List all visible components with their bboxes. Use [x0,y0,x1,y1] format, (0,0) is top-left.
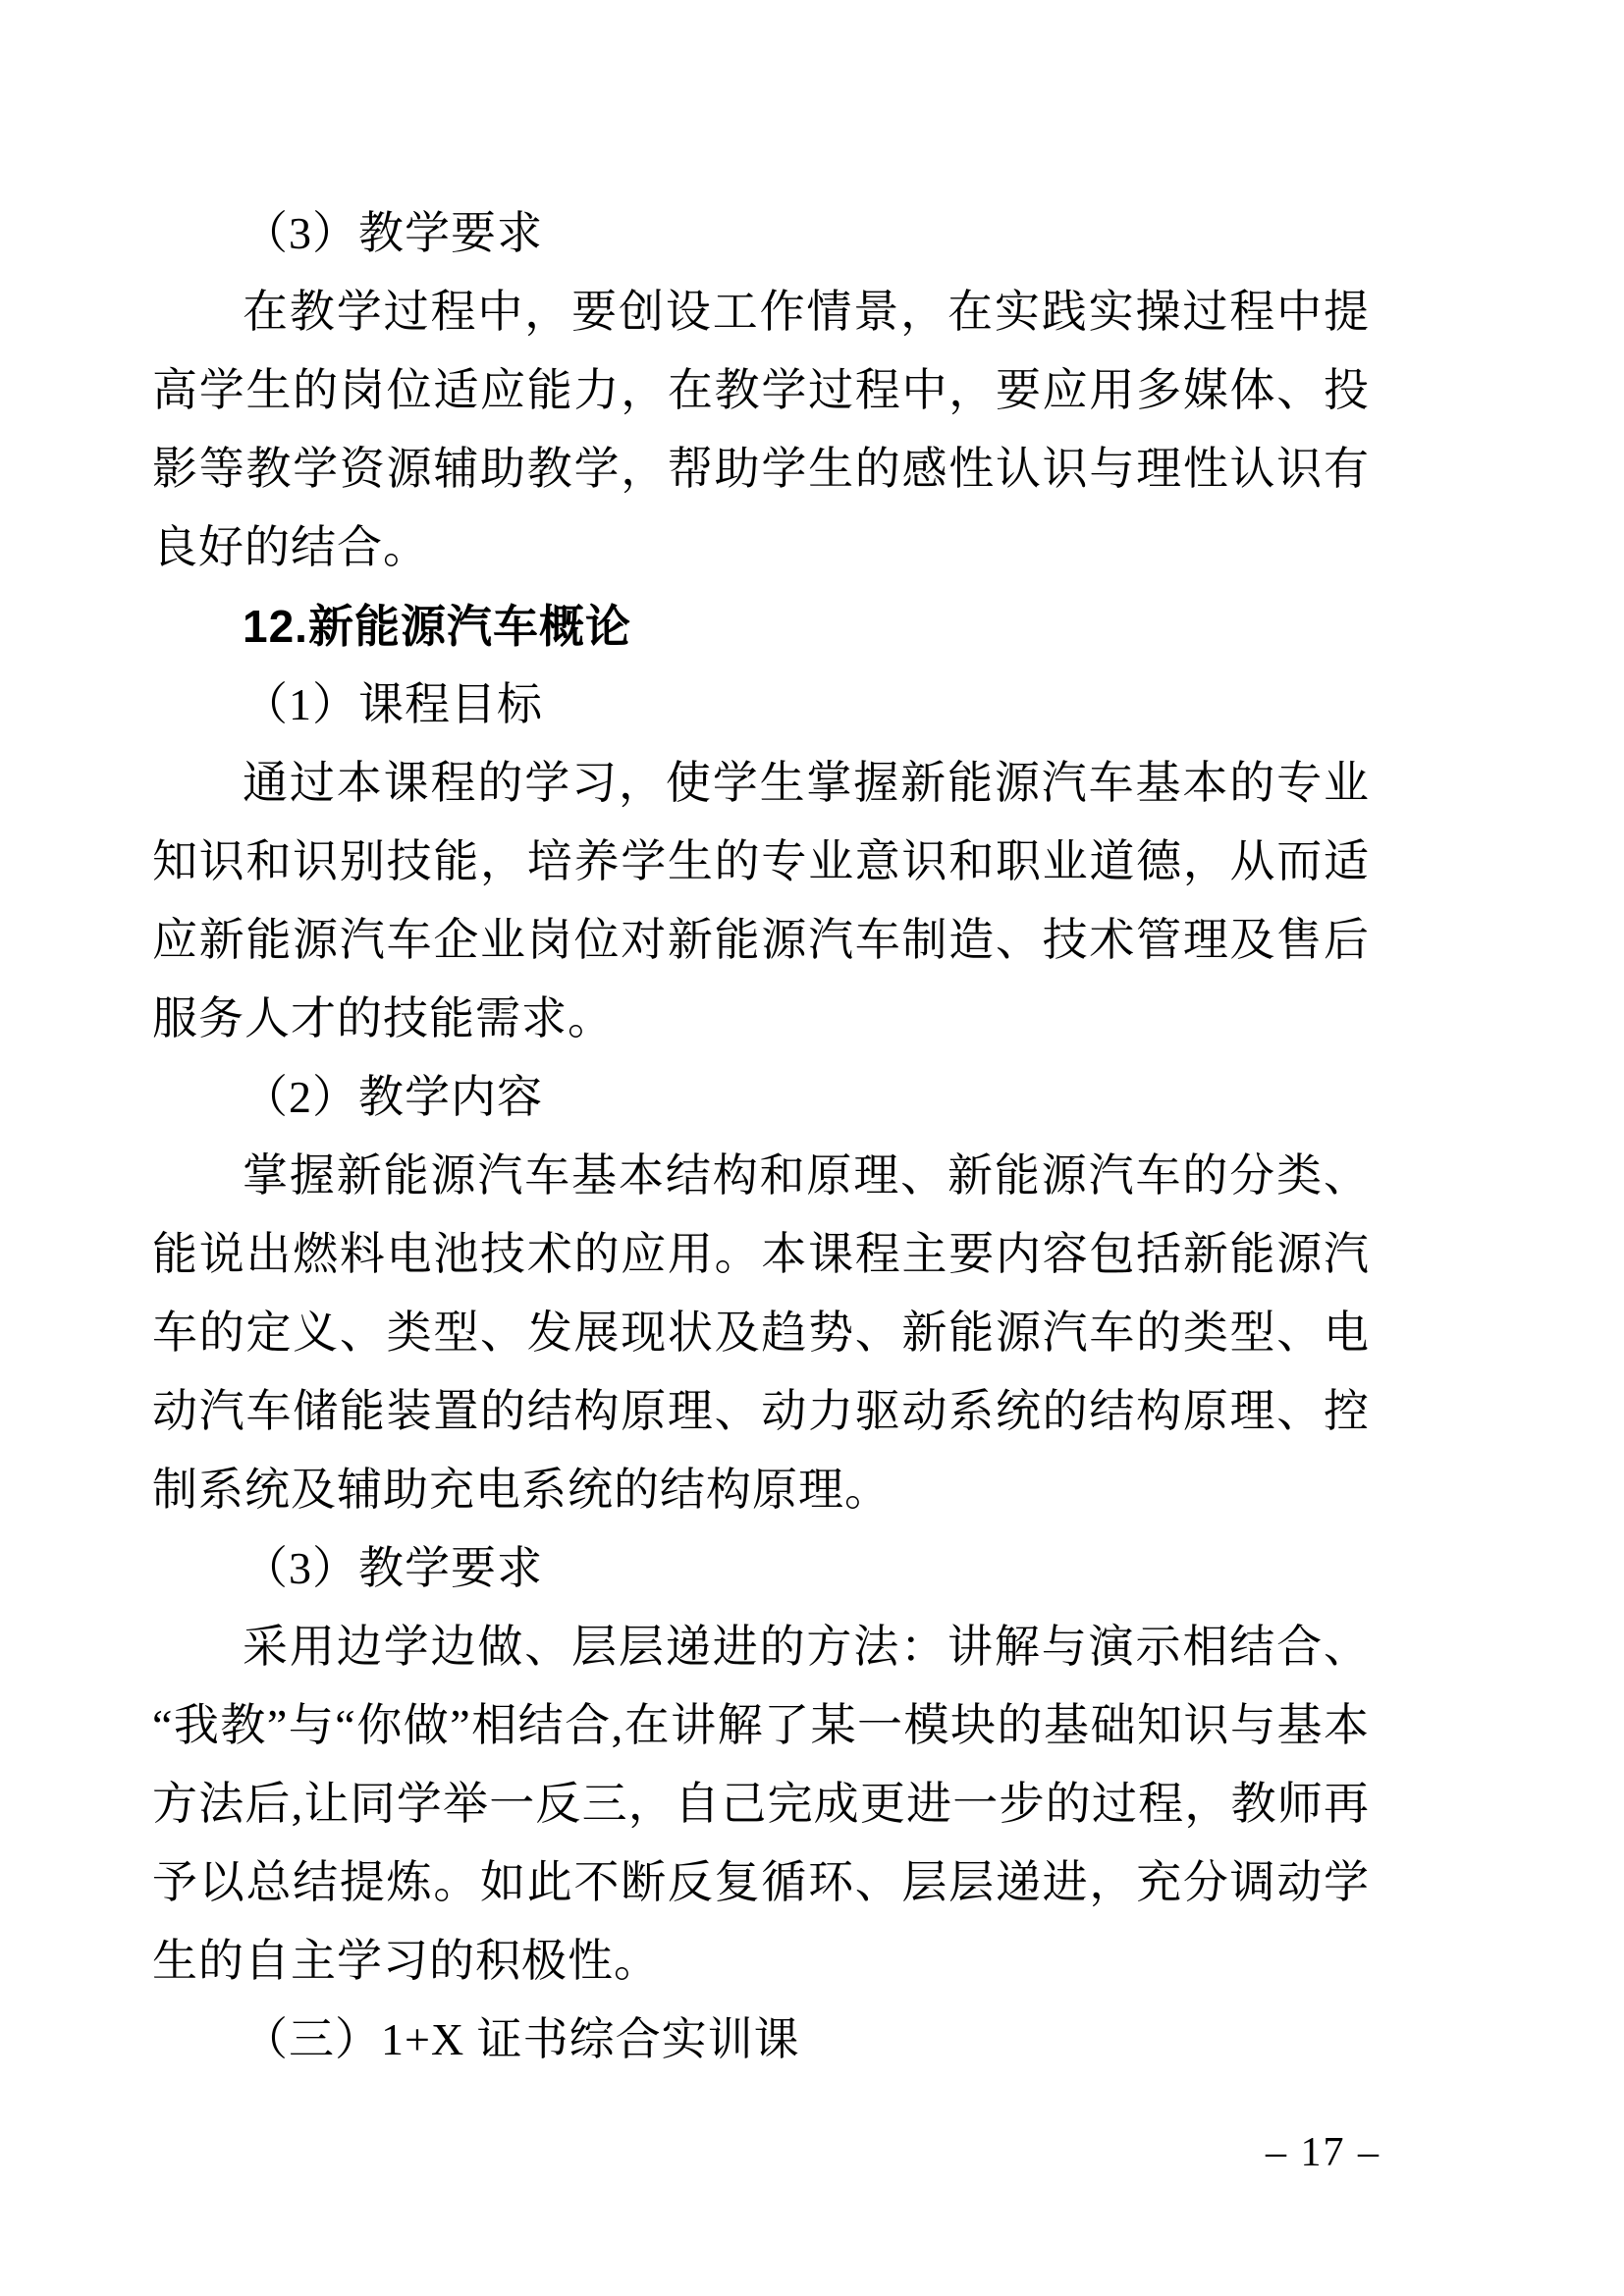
subheading-teaching-requirements: （3）教学要求 [243,1543,543,1593]
page-number: – 17 – [1266,2130,1380,2175]
paragraph: 在教学过程中，要创设工作情景，在实践实操过程中提高学生的岗位适应能力，在教学过程中，要应用多媒体、投影等教学资源辅助教学，帮助学生的感性认识与理性认识有良好的结合。 [152,287,1370,572]
paragraph: 采用边学边做、层层递进的方法：讲解与演示相结合、“我教”与“你做”相结合,在讲解了某一模块的基础知识与基本方法后,让同学举一反三，自己完成更进一步的过程，教师再予以总结提炼。如此不断反复循环、层层递进，充分调动学生的自主学习的积极性。 [152,1622,1370,1986]
course-heading: 12.新能源汽车概论 [243,601,631,652]
section-heading-1px-course: （三）1+X 证书综合实训课 [243,2014,800,2064]
paragraph: 通过本课程的学习，使学生掌握新能源汽车基本的专业知识和识别技能，培养学生的专业意识和职业道德，从而适应新能源汽车企业岗位对新能源汽车制造、技术管理及售后服务人才的技能需求。 [152,758,1370,1043]
subheading-teaching-requirements: （3）教学要求 [243,208,543,258]
paragraph: 掌握新能源汽车基本结构和原理、新能源汽车的分类、能说出燃料电池技术的应用。本课程主要内容包括新能源汽车的定义、类型、发展现状及趋势、新能源汽车的类型、电动汽车储能装置的结构原理、动力驱动系统的结构原理、控制系统及辅助充电系统的结构原理。 [152,1150,1370,1515]
page-body-text [152,194,1370,2079]
subheading-course-goal: （1）课程目标 [243,679,543,729]
subheading-teaching-content: （2）教学内容 [243,1072,543,1122]
